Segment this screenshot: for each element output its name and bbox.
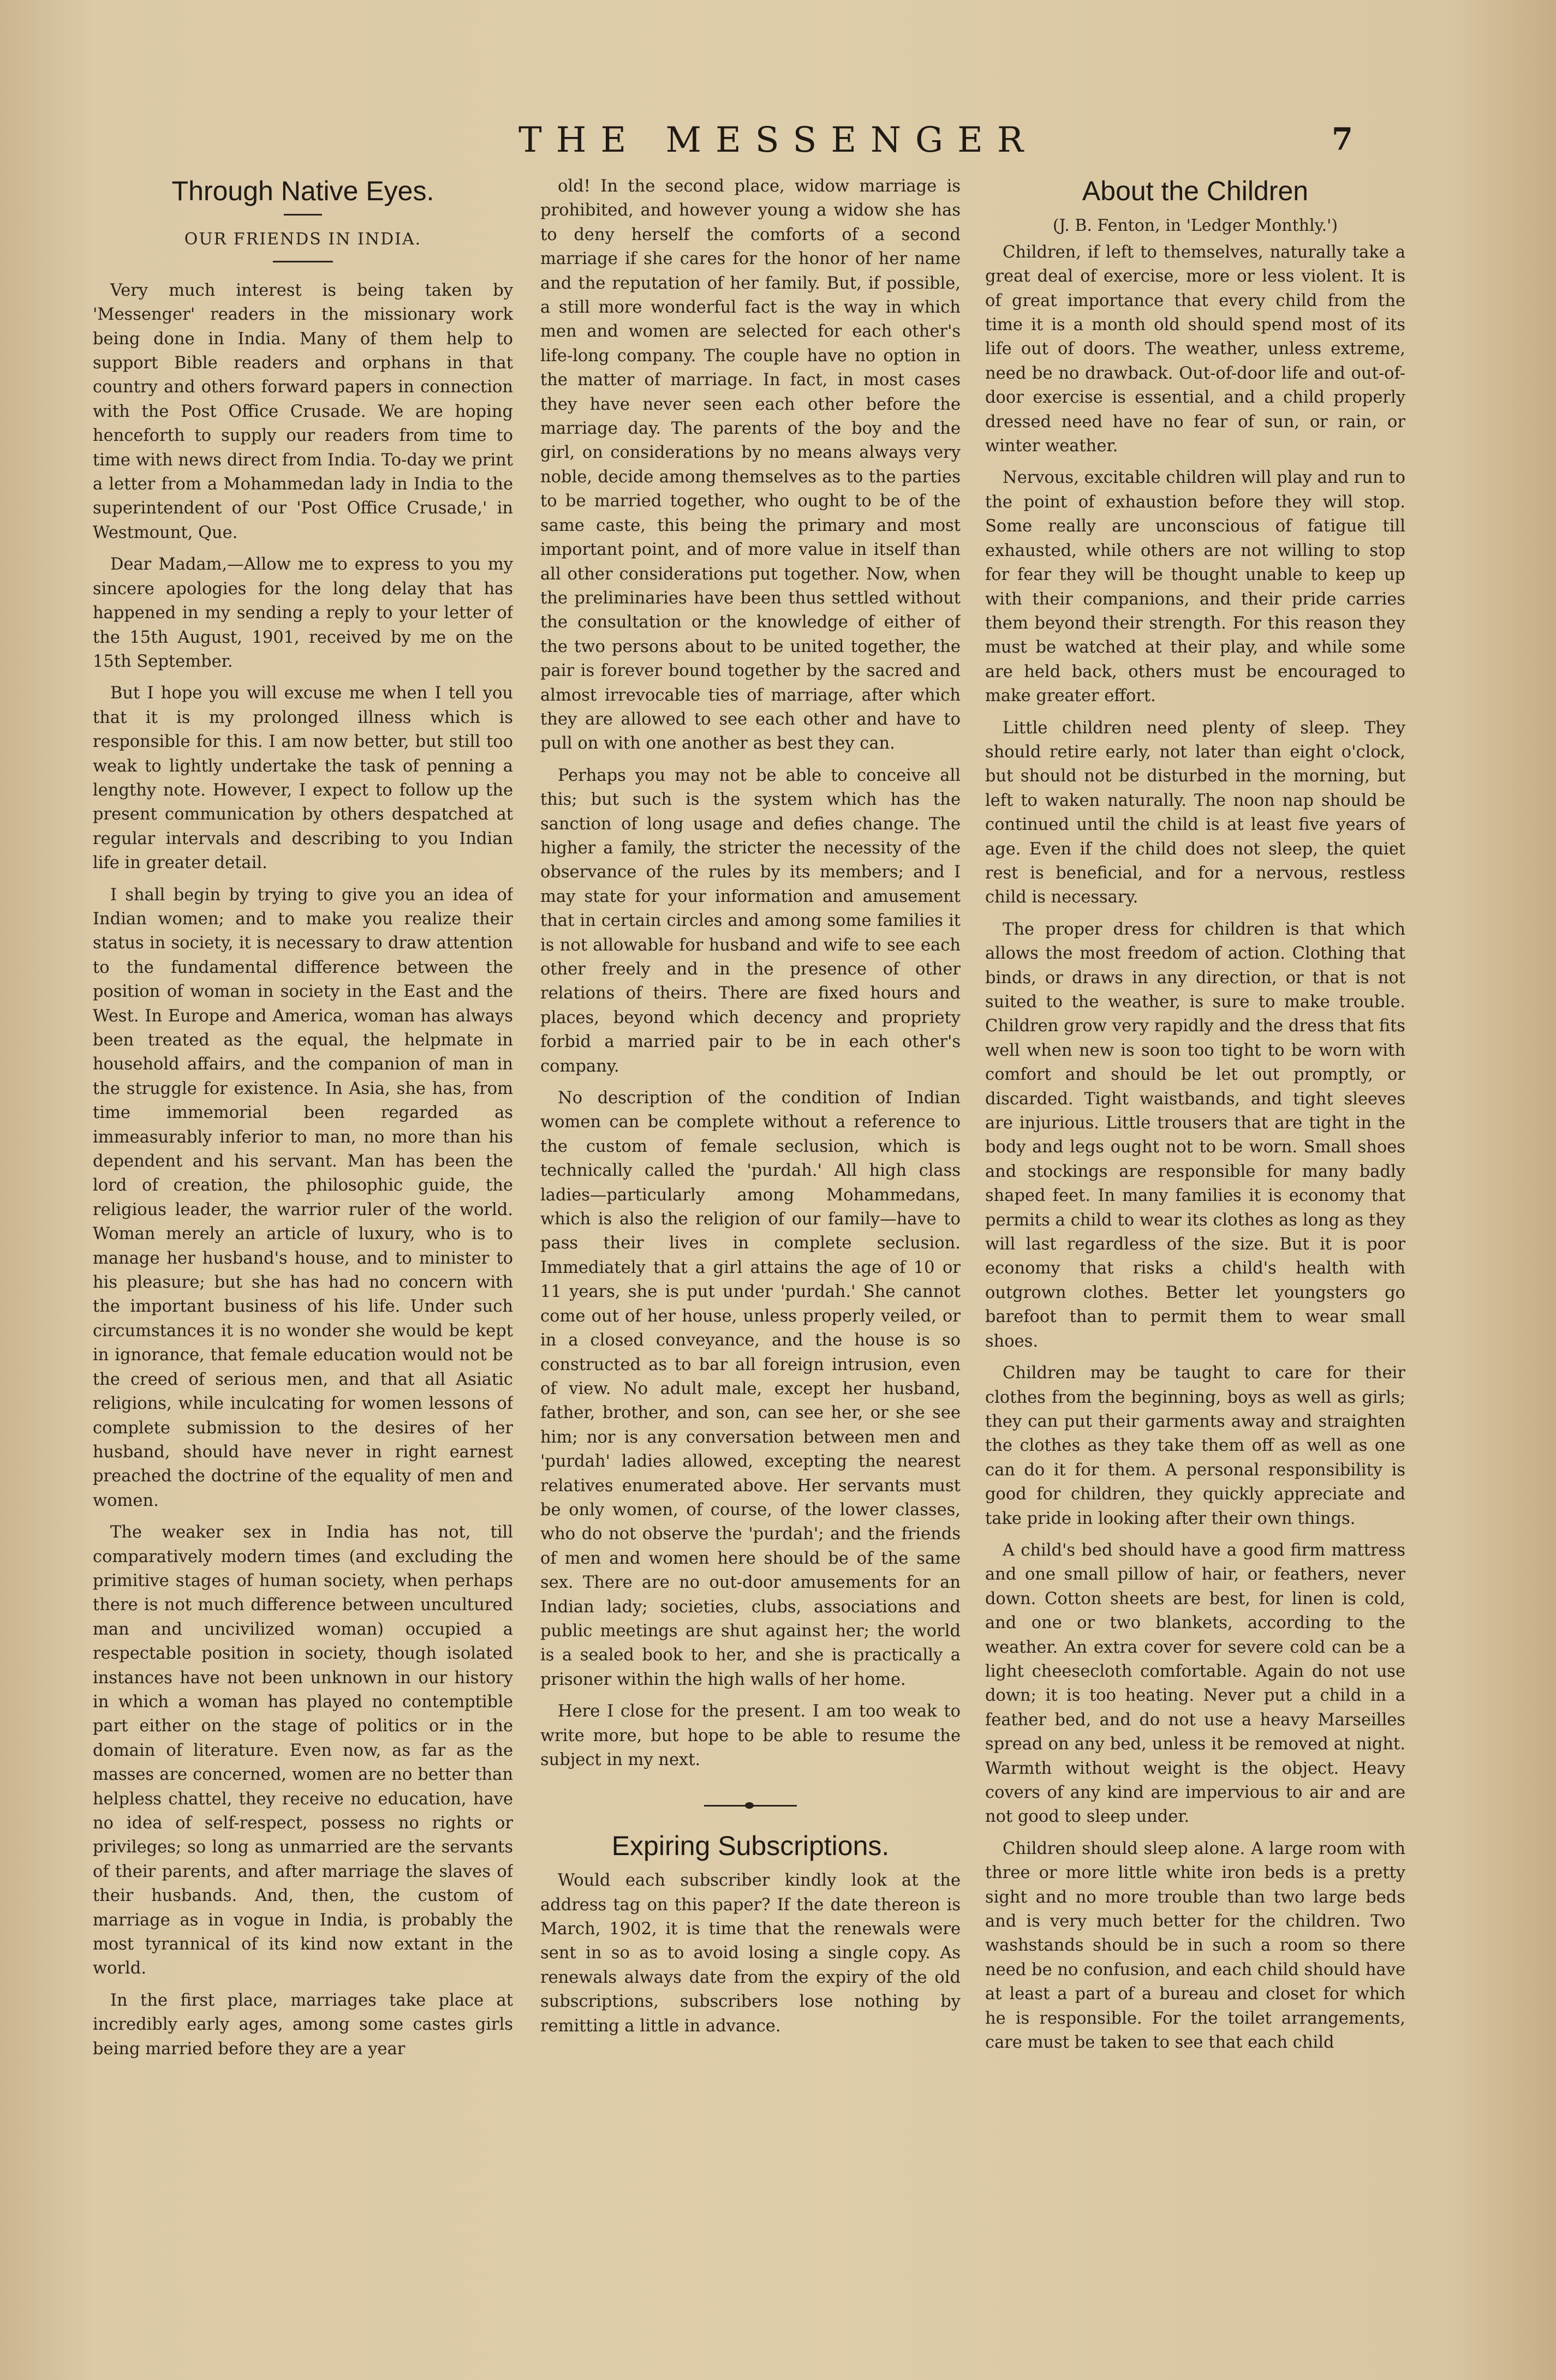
paragraph: Children may be taught to care for their clothes from the beginning, boys as well as girls; they can put their garments away and straighten the clothes as they take them off as well as one can do it for them. A personal responsibility is good for children, they quickly appreciate and take pride in looking after their own things. xyxy=(985,1364,1405,1528)
paragraph: Dear Madam,—Allow me to express to you my sincere apologies for the long delay that has happened in my sending a reply to your letter of the 15th August, 1901, received by me on the 15th September. xyxy=(93,555,513,671)
article-subheading: OUR FRIENDS IN INDIA. xyxy=(184,230,422,249)
paragraph: Children should sleep alone. A large room with three or more little white iron beds is a pretty sight and no more trouble than two large beds and is very much better for the children. Two washstands should be in such a room so there need be no confusion, and each child should have at least a part of a bureau and closet for which he is responsible. For the toilet arrangements, care must be taken to see that each child xyxy=(985,1839,1405,2053)
paragraph: No description of the condition of Indian women can be complete without a reference to the custom of female seclusion, which is technically called the 'purdah.' All high class ladies—particularly among Mohammedans, which is also the religion of our family—have to pass their lives in complete seclusion. Immediately that a girl attains the age of 10 or 11 years, she is put under 'purdah.' She cannot come out of her house, unless properly veiled, or in a closed conveyance, and the house is so constructed as to bar all foreign intrusion, even of view. No adult male, except her husband, father, brother, and son, can see her, or she see him; nor is any conversation between men and 'purdah' ladies allowed, excepting the nearest relatives enumerated above. Her servants must be only women, of course, of the lower classes, who do not observe the 'purdah'; and the friends of men and women here should be of the same sex. There are no out-door amusements for an Indian lady; societies, clubs, associations and public meetings are shut against her; the world is a sealed book to her, and she is practically a prisoner within the high walls of her home. xyxy=(540,1089,961,1689)
paragraph: Here I close for the present. I am too weak to write more, but hope to be able to resume the subject in my next. xyxy=(540,1702,961,1769)
paragraph: Children, if left to themselves, naturally take a great deal of exercise, more or less violent. It is of great importance that every child from the time it is a month old should spend most of its life out of doors. The weather, unless extreme, need be no drawback. Out-of-door life and out-of-door exercise is essential, and a child properly dressed need have no fear of sun, or rain, or winter weather. xyxy=(985,242,1405,456)
paragraph: A child's bed should have a good firm mattress and one small pillow of hair, or feathers, never down. Cotton sheets are best, for linen is cold, and one or two blankets, according to the weather. An extra cover for severe cold can be a light cheesecloth comfortable. Again do not use down; it is too heating. Never put a child in a feather bed, and do not use a heavy Marseilles spread on any bed, unless it be removed at night. Warmth without weight is the object. Heavy covers of any kind are impervious to air and are not good to sleep under. xyxy=(985,1540,1405,1827)
article-heading-native-eyes: Through Native Eyes. xyxy=(171,176,434,206)
column-1 xyxy=(93,175,513,2226)
heading-rule xyxy=(284,214,322,216)
masthead-title: THE MESSENGER xyxy=(518,120,1038,160)
article-byline: (J. B. Fenton, in 'Ledger Monthly.') xyxy=(1052,216,1338,236)
paragraph: Perhaps you may not be able to conceive all this; but such is the system which has the sanction of long usage and defies change. The higher a family, the stricter the necessity of the observance of the rules by its members; and I may state for your information and amusement that in certain circles and among some families it is not allowable for husband and wife to see each other freely and in the presence of other relations of theirs. There are fixed hours and places, beyond which decency and propriety forbid a married pair to be in each other's company. xyxy=(540,766,961,1076)
subheading-rule xyxy=(273,261,333,262)
page-number: 7 xyxy=(1332,121,1353,157)
paragraph: old! In the second place, widow marriage is prohibited, and however young a widow she has to deny herself the comforts of a second marriage if she cares for the honor of her name and the reputation of her family. But, if possible, a still more wonderful fact is the way in which men and women are selected for each other's life-long company. The couple have no option in the matter of marriage. In fact, in most cases they have never seen each other before the marriage day. The parents of the boy and the girl, on considerations by no means always very noble, decide among themselves as to the parties to be married together, who ought to be of the same caste, this being the primary and most important point, and of more value in itself than all other considerations put together. Now, when the preliminaries have been thus settled without the consultation or the knowledge of either of the two persons about to be united together, the pair is forever bound together by the sacred and almost irrevocable ties of marriage, after which they are allowed to see each other and have to pull on with one another as best they can. xyxy=(540,177,961,754)
section-ornament xyxy=(540,1790,961,1814)
paragraph: The weaker sex in India has not, till comparatively modern times (and excluding the primitive stages of human society, when perhaps there is not much difference between uncultured man and uncivilized woman) occupied a respectable position in society, though isolated instances have not been unknown in our history in which a woman has played no contemptible part either on the stage of politics or in the domain of literature. Even now, as far as the masses are concerned, women are no better than helpless chattel, they receive no education, have no idea of self-respect, possess no rights or privileges; so long as unmarried are the servants of their parents, and after marriage the slaves of their husbands. And, then, the custom of marriage as in vogue in India, is probably the most tyrannical of its kind now extant in the world. xyxy=(93,1523,513,1978)
paragraph: I shall begin by trying to give you an idea of Indian women; and to make you realize their status in society, it is necessary to draw attention to the fundamental difference between the position of woman in society in the East and the West. In Europe and America, woman has always been treated as the equal, the helpmate in household affairs, and the companion of man in the struggle for existence. In Asia, she has, from time immemorial been regarded as immeasurably inferior to man, no more than his dependent and his servant. Man has been the lord of creation, the philosophic guide, the religious leader, the warrior ruler of the world. Woman merely an article of luxury, who is to manage her husband's house, and to minister to his pleasure; but she has had no concern with the important business of his life. Under such circumstances it is no wonder she would be kept in ignorance, that female education would not be the creed of serious men, and that all Asiatic religions, while inculcating for women lessons of complete submission to the desires of her husband, should have never in right earnest preached the doctrine of the equality of men and women. xyxy=(93,885,513,1510)
paragraph: Very much interest is being taken by 'Messenger' readers in the missionary work being done in India. Many of them help to support Bible readers and orphans in that country and others forward papers in connection with the Post Office Crusade. We are hoping henceforth to supply our readers from time to time with news direct from India. To-day we print a letter from a Mohammedan lady in India to the superintendent of our 'Post Office Crusade,' in Westmount, Que. xyxy=(93,280,513,542)
paragraph: But I hope you will excuse me when I tell you that it is my prolonged illness which is responsible for this. I am now better, but still too weak to lightly undertake the task of penning a lengthy note. However, I expect to follow up the present communication by others despatched at regular intervals and describing to you Indian life in greater detail. xyxy=(93,684,513,873)
page-header xyxy=(0,120,1556,169)
paragraph: Nervous, excitable children will play and run to the point of exhaustion before they will stop. Some really are unconscious of fatigue till exhausted, while others are not willing to stop for fear they will be thought unable to keep up with their companions, and their pride carries them beyond their strength. For this reason they must be watched at their play, and while some are held back, others must be encouraged to make greater effort. xyxy=(985,468,1405,706)
article-heading-about-children: About the Children xyxy=(1082,176,1309,206)
column-3 xyxy=(985,175,1405,2226)
paragraph: In the first place, marriages take place at incredibly early ages, among some castes girls being married before they are a year xyxy=(93,1990,513,2059)
paragraph: The proper dress for children is that which allows the most freedom of action. Clothing that binds, or draws in any direction, or that is not suited to the weather, is sure to make trouble. Children grow very rapidly and the dress that fits well when new is soon too tight to be worn with comfort and should be let out promptly, or discarded. Tight waistbands, and tight sleeves are injurious. Little trousers that are tight in the body and legs ought not to be worn. Small shoes and stockings are responsible for many badly shaped feet. In many families it is economy that permits a child to wear its clothes as long as they will last regardless of the size. But it is poor economy that risks a child's health with outgrown clothes. Better let youngsters go barefoot than to permit them to wear small shoes. xyxy=(985,919,1405,1351)
paragraph: Little children need plenty of sleep. They should retire early, not later than eight o'clock, but should not be disturbed in the morning, but left to waken naturally. The noon nap should be continued until the child is at least five years of age. Even if the child does not sleep, the quiet rest is beneficial, and for a nervous, restless child is necessary. xyxy=(985,718,1405,907)
paragraph: Would each subscriber kindly look at the address tag on this paper? If the date thereon is March, 1902, it is time that the renewals were sent in so as to avoid losing a single copy. As renewals always date from the expiry of the old subscriptions, subscribers lose nothing by remitting a little in advance. xyxy=(540,1871,961,2036)
column-2 xyxy=(540,175,961,2226)
article-heading-expiring-subscriptions: Expiring Subscriptions. xyxy=(611,1830,890,1861)
